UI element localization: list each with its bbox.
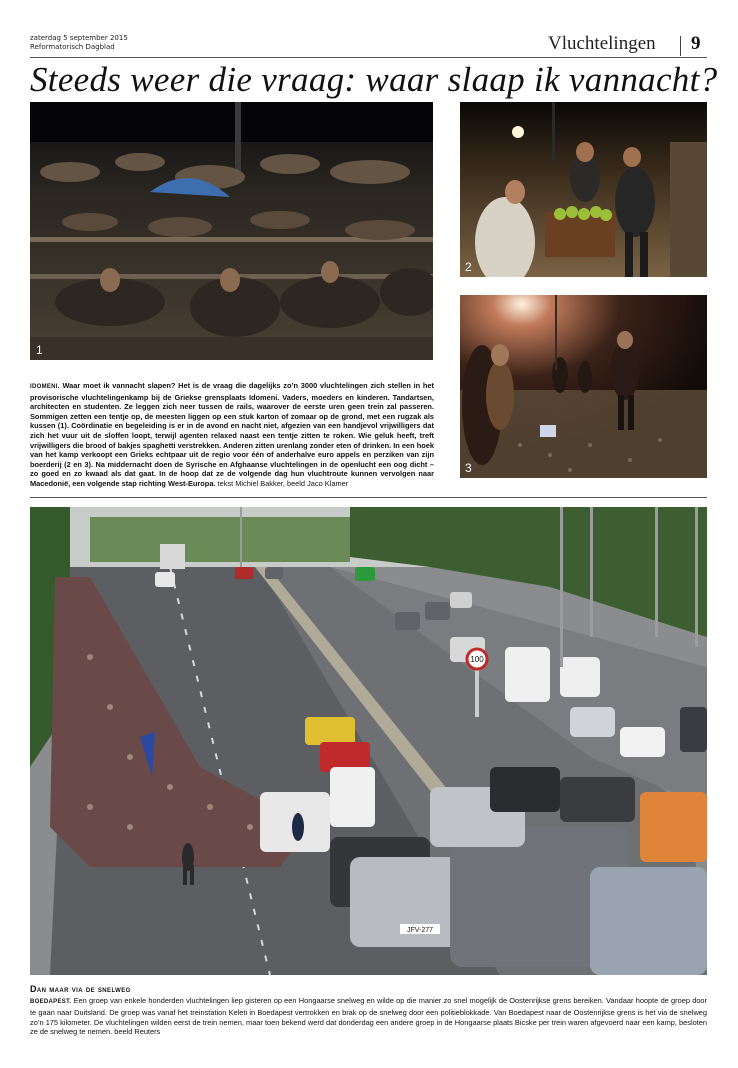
issue-date: zaterdag 5 september 2015 (30, 34, 128, 42)
photo-night-walkers-image (460, 295, 707, 478)
article-text (30, 381, 434, 489)
page-headline: Steeds weer die vraag: waar slaap ik vannacht? (30, 60, 718, 99)
photo-highway-march-image (30, 507, 707, 975)
article-credit: tekst Michiel Bakker, beeld Jaco Klamer (217, 478, 349, 488)
header-divider (680, 36, 681, 56)
photo-highway-march (30, 507, 707, 975)
photo-camp-rails (30, 102, 433, 360)
photo-fruit-sellers-image (460, 102, 707, 277)
article-dateline: IDOMENI. (30, 384, 60, 390)
article-body: Waar moet ik vannacht slapen? Het is de vraag die dagelijks zo’n 3000 vluchtelingen zich stellen in het provisorische vluchtelingenkamp bij de Griekse grensplaats Idomeni. Vaders, moeders en kinderen. Tandartsen, architecten en studenten. Ze leggen zich neer tussen de rails, waarover de eerste uren geen trein zal passeren. Sommigen zetten een tentje op, de meesten liggen op een stuk karton of zomaar op de grond, met een rugzak als kussen (1). Coördinatie en begeleiding is er in de avond en nacht niet, afgezien van een handjevol vrijwilligers dat zich het vuur uit de sloffen loopt, terwijl agenten relaxed naast een tentje zitten te roken. Wie geluk heeft, treft vrijwilligers die brood of bakjes spaghetti verstrekken. Anderen zitten urenlang zonder eten of drinken. In een hoek van het kamp verkoopt een Grieks echtpaar uit de regio voor één of anderhalve euro appels en perziken van zijn boerderij (2 en 3). Na middernacht doen de Syrische en Afghaanse vluchtelingen in de openlucht een oog dicht – zo goed en zo kwaad als dat gaat. In de hoop dat ze de volgende dag hun vluchtroute kunnen vervolgen naar Macedonië, een volgende stap richting West-Europa. (30, 381, 435, 488)
section-title: Vluchtelingen (548, 33, 656, 54)
second-story-body: Een groep van enkele honderden vluchtelingen liep gisteren op een Hongaarse snelweg en wilde op die manier zo snel mogelijk de Oostenrijkse grens bereiken. Vandaar hoopte de groep door te gaan naar Duitsland. De groep was vanaf het treinstation Keleti in Boedapest vertrokken en brak op de snelweg door een politieblokkade. Van Boedapest naar de Oostenrijkse grens is het via de snelweg zo’n 175 kilometer. De vluchtelingen wilden eerst de trein nemen, maar toen bekend werd dat donderdag een andere groep in de Hongaarse plaats Bicske per trein waren afgevoerd naar een kamp, besloten ze de snelweg te nemen. (30, 996, 707, 1037)
photo-number-3: 3 (465, 461, 472, 475)
second-story-text (30, 996, 707, 1037)
section-rule (30, 497, 707, 498)
page-number: 9 (691, 33, 701, 54)
license-plate: JFV-277 (406, 927, 434, 934)
photo-night-walkers (460, 295, 707, 478)
road-sign-speed: 100 (470, 655, 484, 664)
second-story-heading: Dan maar via de snelweg (30, 984, 131, 994)
header-rule (30, 57, 707, 58)
photo-number-2: 2 (465, 260, 472, 274)
second-story-dateline: BOEDAPEST. (30, 999, 72, 1005)
masthead-info (30, 34, 128, 52)
photo-camp-rails-image (30, 102, 433, 360)
second-story-credit: beeld Reuters (114, 1027, 161, 1037)
photo-fruit-sellers (460, 102, 707, 277)
publication-name: Reformatorisch Dagblad (30, 43, 115, 51)
photo-number-1: 1 (36, 343, 43, 357)
